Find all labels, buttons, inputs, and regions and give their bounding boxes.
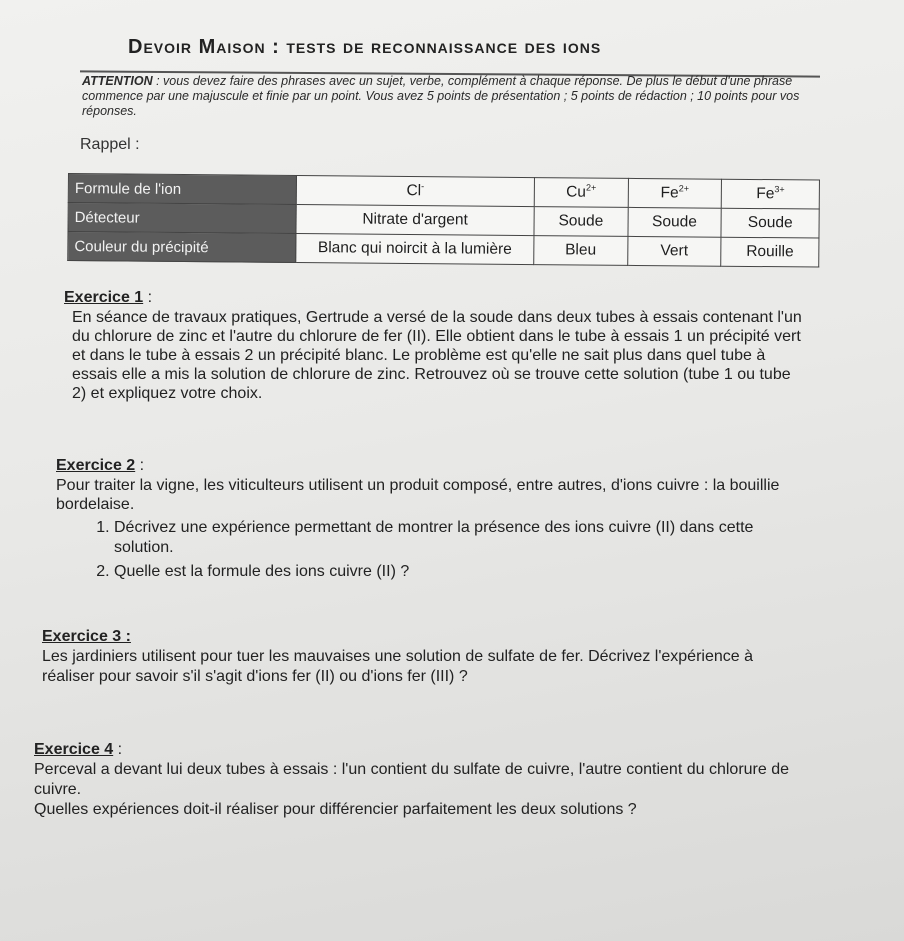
row-label-detector: Détecteur (68, 203, 296, 234)
row-label-color: Couleur du précipité (68, 232, 296, 263)
attention-text: : vous devez faire des phrases avec un sujet, verbe, complément à chaque réponse. De plus le début d'une phrase commence par une majuscule et finie par un point. Vous avez 5 points de présentation ; 5 points de rédaction ; 10 points pour vos réponses. (82, 74, 800, 118)
ion-base: Fe (660, 184, 679, 202)
ions-reference-table (67, 173, 820, 268)
detector-cell: Soude (721, 208, 819, 238)
exercise-4-question: Quelles expériences doit-il réaliser pour différencier parfaitement les deux solutions ? (34, 801, 637, 818)
ion-base: Cu (566, 183, 587, 202)
ion-cell (721, 179, 819, 209)
exercise-1-heading (64, 288, 805, 308)
ion-charge: 3+ (774, 184, 785, 195)
exercise-title: Exercice 1 (64, 289, 144, 306)
color-cell: Bleu (534, 236, 628, 266)
list-item: 1. Décrivez une expérience permettant de montrer la présence des ions cuivre (II) dans cette solution. (114, 518, 796, 558)
color-cell: Rouille (721, 237, 819, 267)
exercise-4-heading (34, 740, 804, 760)
detector-cell: Nitrate d'argent (296, 204, 534, 235)
detector-cell: Soude (628, 207, 722, 237)
exercise-2 (56, 456, 796, 586)
rappel-heading: Rappel : (80, 136, 140, 153)
ion-charge: 2+ (585, 182, 597, 194)
ion-cell (628, 178, 722, 208)
exercise-4 (34, 740, 804, 820)
exercise-4-text: Perceval a devant lui deux tubes à essais : l'un contient du sulfate de cuivre, l'autre contient du chlorure de cuivre. (34, 761, 790, 798)
exercise-2-text: Pour traiter la vigne, les viticulteurs utilisent un produit composé, entre autres, d'ions cuivre : la bouillie bordelaise. (56, 477, 780, 513)
color-cell: Vert (627, 236, 721, 266)
exercise-2-heading (56, 456, 796, 476)
ion-cell (534, 178, 628, 208)
table-row (68, 232, 819, 268)
ion-base: Cl (406, 182, 422, 200)
ion-charge: - (421, 181, 425, 192)
exercise-title-suffix: : (135, 457, 145, 474)
exercise-title: Exercice 3 : (42, 628, 131, 645)
list-item: 2. Quelle est la formule des ions cuivre (II) ? (114, 562, 796, 582)
row-label-formula: Formule de l'ion (68, 174, 296, 205)
exercise-title: Exercice 2 (56, 457, 136, 474)
exercise-3-heading (42, 627, 802, 647)
ion-charge: 2+ (678, 183, 690, 194)
page-title: Devoir Maison : tests de reconnaissance des ions (128, 36, 602, 58)
exercise-2-questions (56, 518, 796, 582)
exercise-title-suffix: : (143, 289, 153, 306)
attention-note (82, 74, 802, 119)
exercise-3-text: Les jardiniers utilisent pour tuer les mauvaises une solution de sulfate de fer. Décrivez l'expérience à réaliser pour savoir s'il s'agit d'ions fer (II) ou d'ions fer (III) ? (42, 648, 753, 685)
exercise-1 (60, 288, 805, 403)
exercise-title: Exercice 4 (34, 741, 114, 758)
exercise-title-suffix: : (113, 741, 123, 758)
exercise-3 (42, 627, 802, 687)
attention-label: ATTENTION (82, 74, 153, 88)
color-cell: Blanc qui noircit à la lumière (296, 233, 534, 264)
detector-cell: Soude (534, 207, 628, 237)
ion-base: Fe (756, 185, 775, 203)
exercise-1-text: En séance de travaux pratiques, Gertrude a versé de la soude dans deux tubes à essais contenant l'un du chlorure de zinc et l'autre du chlorure de fer (II). Elle obtient dans le tube à essais 1 un précipité vert et dans le tube à essais 2 un précipité blanc. Le problème est qu'elle ne sait plus dans quel tube à essais elle a mis la solution de chlorure de zinc. Retrouvez où se trouve cette solution (tube 1 ou tube 2) et expliquez votre choix. (72, 309, 802, 402)
ion-cell (296, 175, 534, 206)
